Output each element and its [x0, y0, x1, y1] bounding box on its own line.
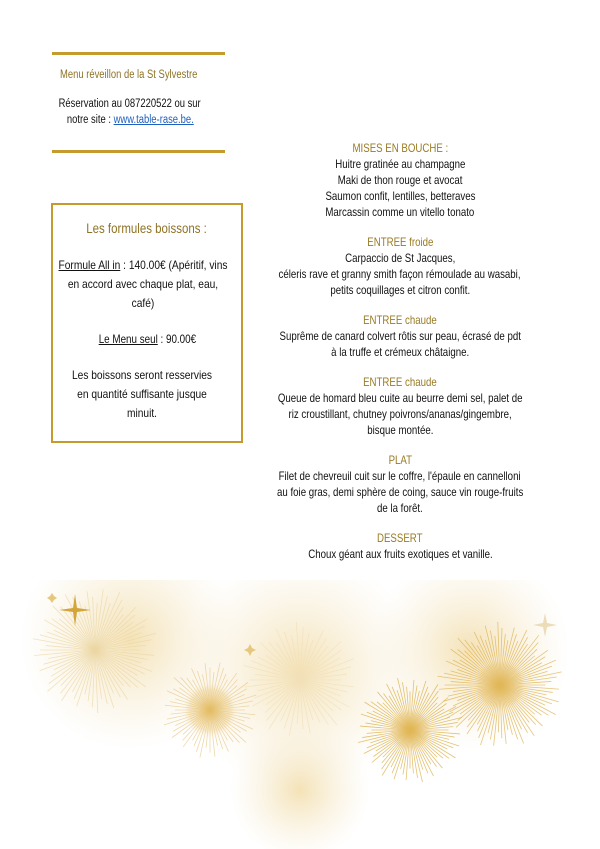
menu-title — [60, 69, 227, 81]
dish-line: Filet de chevreuil cuit sur le coffre, l'épaule en cannelloni — [278, 469, 522, 483]
dish-line: Maki de thon rouge et avocat — [337, 173, 463, 187]
dish-line: à la truffe et crémeux châtaigne. — [330, 345, 470, 359]
firework-burst — [385, 705, 435, 755]
all-in-text: : 140.00€ (Apéritif, vins en accord avec chaque plat, eau, café) — [67, 258, 228, 310]
fireworks-decoration — [0, 580, 600, 849]
menu-title-text: Menu réveillon de la St Sylvestre — [60, 69, 198, 81]
section-heading: ENTREE chaude — [363, 375, 437, 389]
bottom-divider — [52, 150, 225, 153]
dish-line: Choux géant aux fruits exotiques et vanille. — [307, 547, 493, 561]
dish-line: riz croustillant, chutney poivrons/ananas/gingembre, — [288, 407, 512, 421]
menu-section — [250, 140, 550, 220]
section-heading: DESSERT — [377, 531, 423, 545]
dish-line: Queue de homard bleu cuite au beurre demi sel, palet de — [277, 391, 523, 405]
dish-line: au foie gras, demi sphère de coing, sauce vin rouge-fruits — [277, 485, 524, 499]
reservation-phone: Réservation au 087220522 ou sur — [58, 98, 202, 110]
section-heading: ENTREE froide — [366, 235, 434, 249]
firework-burst — [470, 655, 530, 715]
dish-line: céleris rave et granny smith façon rémoulade au wasabi, — [279, 267, 521, 281]
dish-line: Huitre gratinée au champagne — [334, 157, 466, 171]
reservation-site-label: notre site : — [66, 114, 114, 126]
drinks-note: Les boissons seront resservies en quantité suffisante jusque minuit. — [71, 368, 213, 420]
reservation-info — [40, 96, 220, 128]
dish-line: Saumon confit, lentilles, betteraves — [324, 189, 476, 203]
all-in-label: Formule All in — [58, 258, 121, 272]
section-heading: ENTREE chaude — [363, 313, 437, 327]
menu-only-label: Le Menu seul — [98, 332, 158, 346]
dish-line: Suprême de canard colvert rôtis sur peau, écrasé de pdt — [279, 329, 521, 343]
dish-line: Marcassin comme un vitello tonato — [325, 205, 475, 219]
website-link[interactable]: www.table-rase.be. — [113, 114, 194, 126]
drinks-heading: Les formules boissons : — [86, 220, 208, 236]
menu-section — [250, 312, 550, 360]
section-heading: PLAT — [388, 453, 412, 467]
menu-courses — [250, 140, 550, 576]
menu-section — [250, 234, 550, 298]
drinks-box — [51, 203, 243, 443]
dish-line: Carpaccio de St Jacques, — [344, 251, 456, 265]
menu-section — [250, 530, 550, 562]
dish-line: bisque montée. — [366, 423, 434, 437]
menu-section — [250, 374, 550, 438]
dish-line: petits coquillages et citron confit. — [330, 283, 470, 297]
menu-only-text: : 90.00€ — [157, 332, 196, 346]
top-divider — [52, 52, 225, 55]
firework-burst — [180, 680, 240, 740]
menu-section — [250, 452, 550, 516]
section-heading: MISES EN BOUCHE : — [352, 141, 448, 155]
dish-line: de la forêt. — [377, 501, 423, 515]
